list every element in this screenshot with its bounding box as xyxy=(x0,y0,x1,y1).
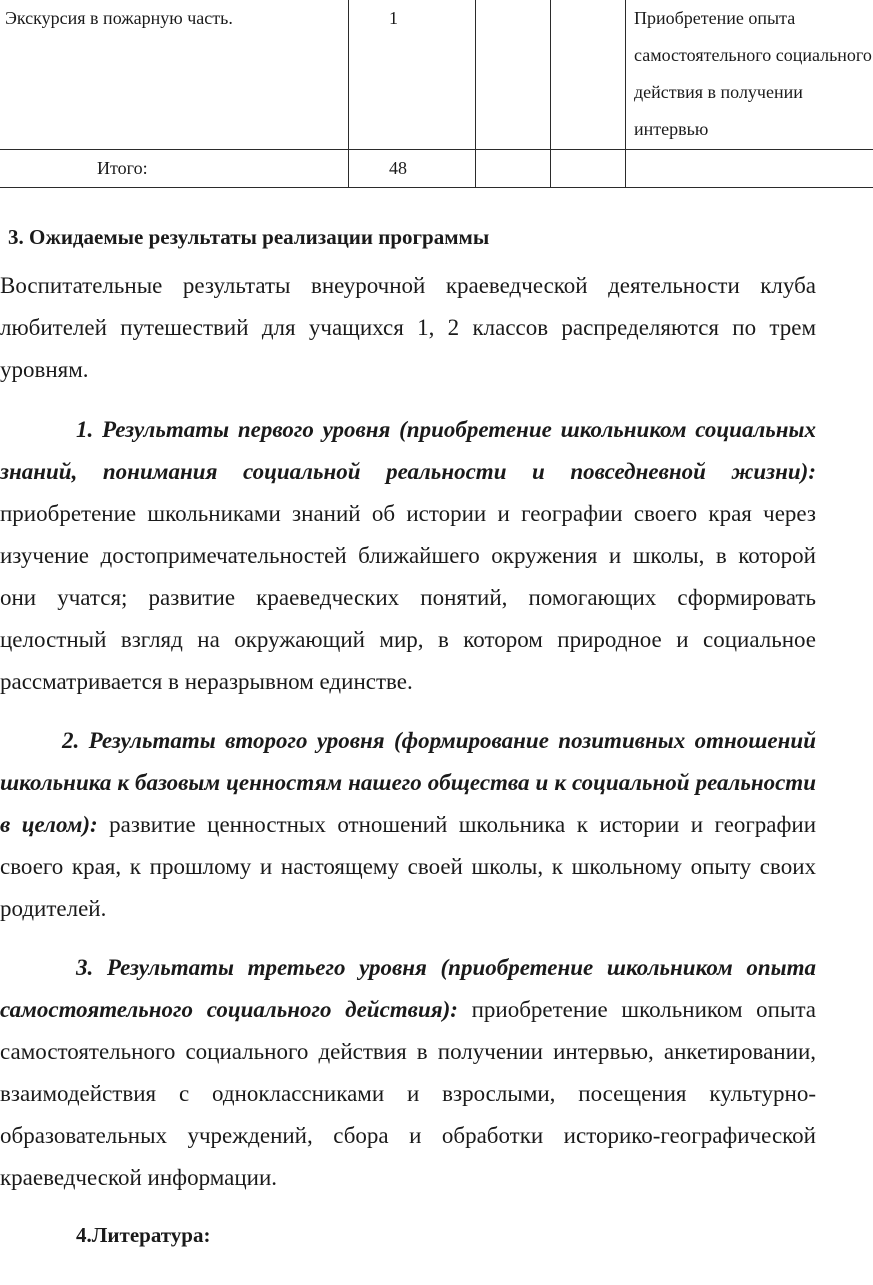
total-label-cell: Итого: xyxy=(0,150,349,188)
level-3-text: приобретение школьником опыта самостоятельного социального действия в получении интервью, анкетировании, взаимодействия с одноклассниками и взрослыми, посещения культурно-образовательных учреждений, сбора и обработки историко-географической краеведческой информации. xyxy=(0,997,816,1190)
activity-cell: Экскурсия в пожарную часть. xyxy=(0,0,349,150)
table-row xyxy=(0,0,873,150)
level-3-paragraph xyxy=(0,947,816,1199)
level-2-text: развитие ценностных отношений школьника к истории и географии своего края, к прошлому и настоящему своей школы, к школьному опыту своих родителей. xyxy=(0,812,816,921)
empty-cell xyxy=(476,0,551,150)
empty-cell xyxy=(551,150,626,188)
program-table xyxy=(0,0,873,188)
level-1-title: 1. Результаты первого уровня (приобретение школьником социальных знаний, понимания социальной реальности и повседневной жизни): xyxy=(0,417,816,484)
level-3-title: 3. Результаты третьего уровня (приобретение школьником опыта самостоятельного социального действия): xyxy=(0,955,816,1022)
total-hours-cell: 48 xyxy=(349,150,476,188)
level-1-paragraph xyxy=(0,409,816,703)
empty-cell xyxy=(476,150,551,188)
table-row-total xyxy=(0,150,873,188)
section-3-heading: 3. Ожидаемые результаты реализации программы xyxy=(8,225,490,249)
intro-paragraph: Воспитательные результаты внеурочной краеведческой деятельности клуба любителей путешествий для учащихся 1, 2 классов распределяются по трем уровням. xyxy=(0,273,816,382)
level-2-title: 2. Результаты второго уровня (формирование позитивных отношений школьника к базовым ценностям нашего общества и к социальной реальности в целом): xyxy=(0,728,816,837)
level-2-paragraph xyxy=(0,720,816,930)
empty-cell xyxy=(551,0,626,150)
hours-cell: 1 xyxy=(349,0,476,150)
level-1-text: приобретение школьниками знаний об истории и географии своего края через изучение достопримечательностей ближайшего окружения и школы, в которой они учатся; развитие краеведческих понятий, помогающих сформировать целостный взгляд на окружающий мир, в котором природное и социальное рассматривается в неразрывном единстве. xyxy=(0,501,816,694)
result-cell: Приобретение опыта самостоятельного социального действия в получении интервью xyxy=(626,0,873,150)
empty-cell xyxy=(626,150,873,188)
section-4-heading: 4.Литература: xyxy=(76,1223,211,1247)
